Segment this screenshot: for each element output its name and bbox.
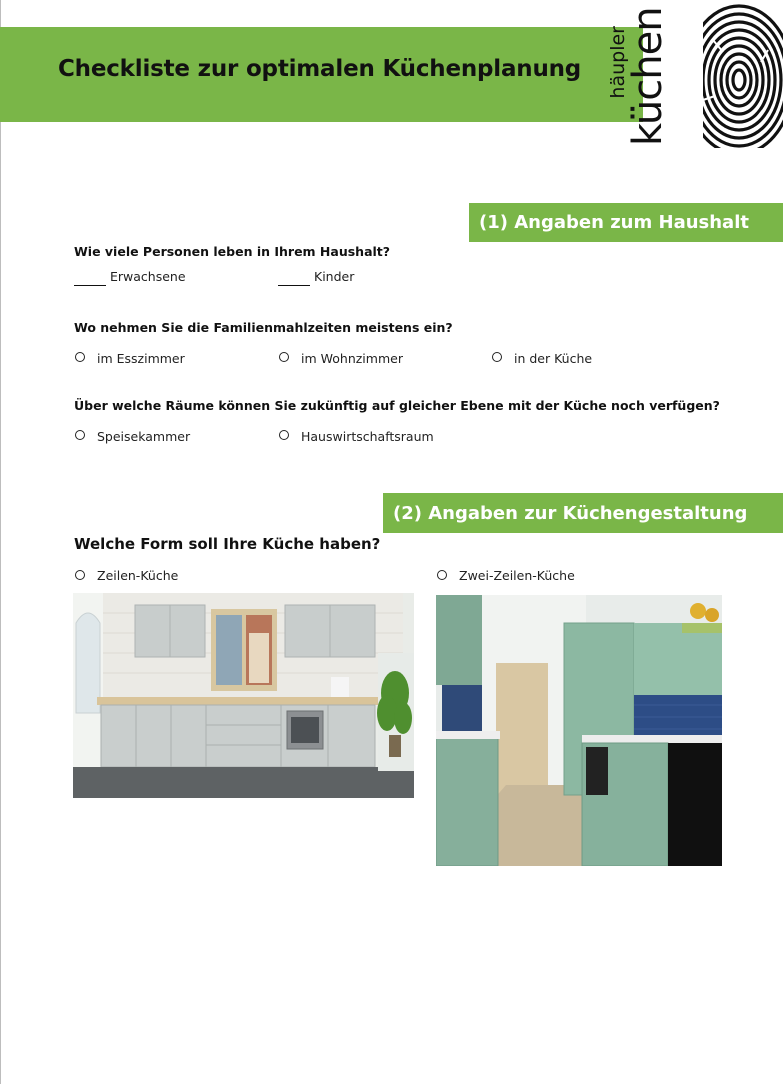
option-zeilen-kueche-label: Zeilen-Küche: [97, 568, 179, 583]
radio-wohnzimmer[interactable]: [279, 352, 289, 362]
radio-zwei-zeilen-kueche[interactable]: [437, 570, 447, 580]
section-1-heading: (1) Angaben zum Haushalt: [469, 203, 783, 242]
question-kitchen-form: Welche Form soll Ihre Küche haben?: [74, 535, 381, 553]
zeilen-kueche-photo: [73, 593, 414, 798]
option-speisekammer-label: Speisekammer: [97, 429, 191, 444]
radio-esszimmer[interactable]: [75, 352, 85, 362]
radio-zeilen-kueche[interactable]: [75, 570, 85, 580]
logo-haeupler: häupler: [607, 26, 629, 99]
radio-kueche[interactable]: [492, 352, 502, 362]
option-zwei-zeilen-kueche-label: Zwei-Zeilen-Küche: [459, 568, 575, 583]
option-esszimmer-label: im Esszimmer: [97, 351, 185, 366]
logo-kuechen: küchen: [625, 7, 671, 146]
zwei-zeilen-kueche-photo: [436, 595, 722, 866]
page-title: Checkliste zur optimalen Küchenplanung: [58, 56, 582, 82]
radio-hauswirtschaftsraum[interactable]: [279, 430, 289, 440]
radio-speisekammer[interactable]: [75, 430, 85, 440]
children-label: Kinder: [314, 269, 355, 284]
section-2-heading: (2) Angaben zur Küchengestaltung: [383, 493, 783, 533]
logo-text: [607, 7, 671, 146]
adults-label: Erwachsene: [110, 269, 186, 284]
question-meal-location: Wo nehmen Sie die Familienmahlzeiten meistens ein?: [74, 320, 453, 335]
question-household-size: Wie viele Personen leben in Ihrem Haushalt?: [74, 244, 391, 259]
option-wohnzimmer-label: im Wohnzimmer: [301, 351, 403, 366]
option-kueche-label: in der Küche: [514, 351, 593, 366]
children-count-field[interactable]: [278, 285, 310, 286]
question-additional-rooms: Über welche Räume können Sie zukünftig auf gleicher Ebene mit der Küche noch verfügen?: [74, 398, 720, 413]
option-hauswirtschaftsraum-label: Hauswirtschaftsraum: [301, 429, 434, 444]
adults-count-field[interactable]: [74, 285, 106, 286]
page-left-border: [0, 0, 1, 1084]
